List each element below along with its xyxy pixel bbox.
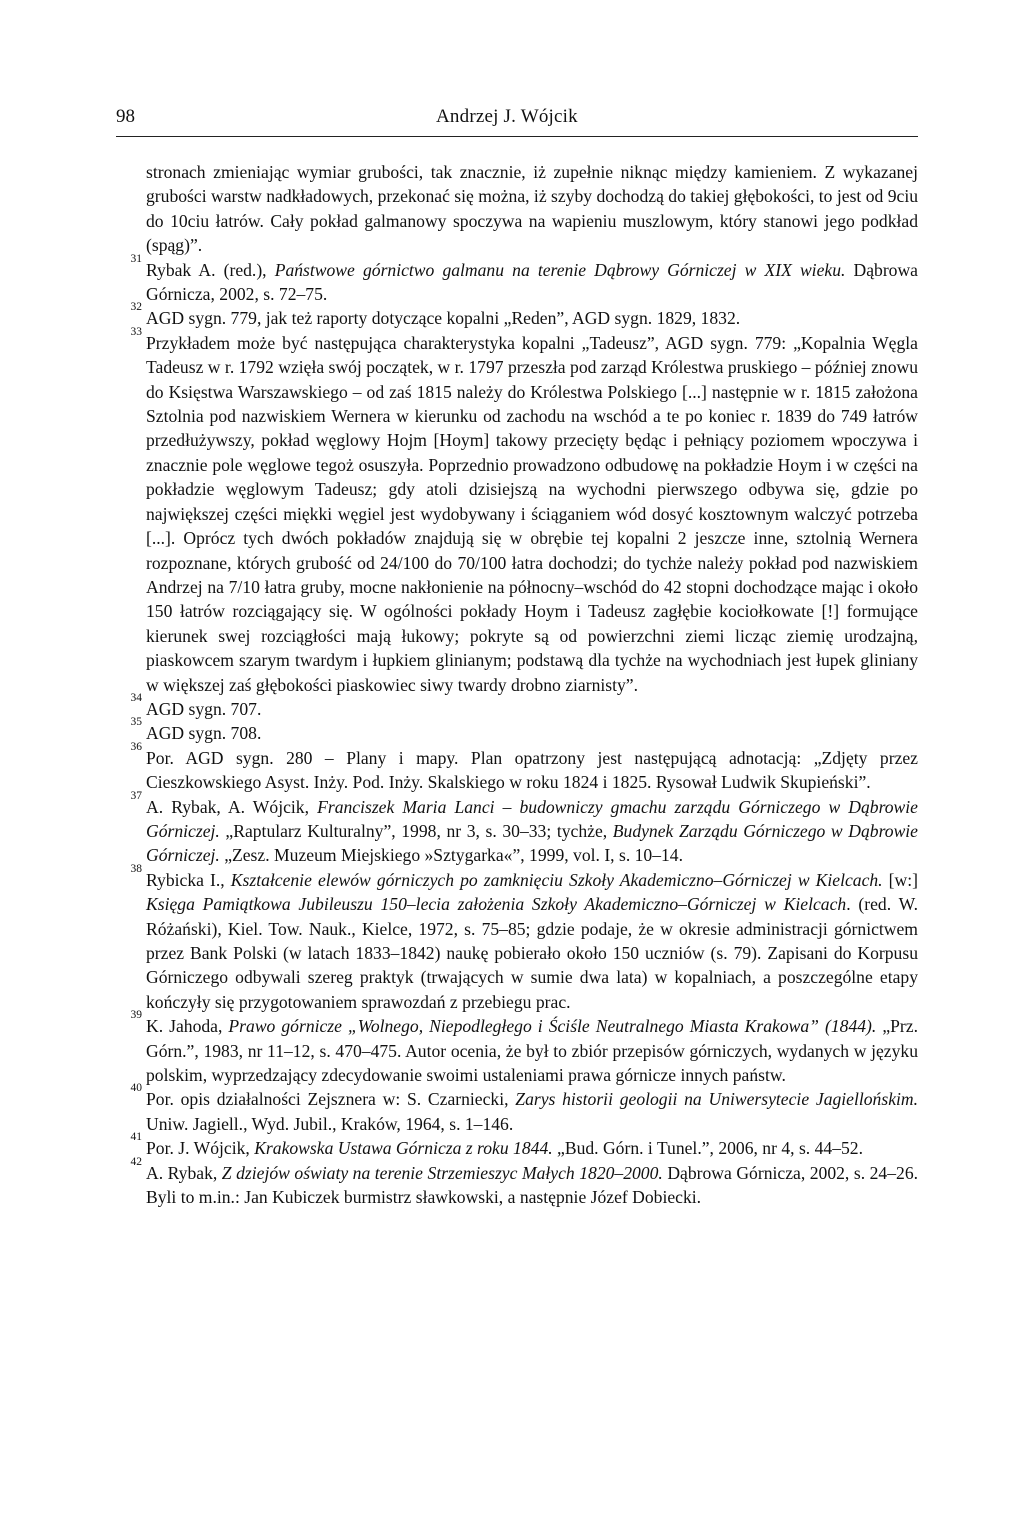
page-number: 98 [116, 106, 135, 127]
footnote-38 [130, 862, 918, 1014]
footnote-text-run: AGD sygn. 779, jak też raporty dotyczące kopalni „Reden”, AGD sygn. 1829, 1832. [146, 308, 741, 329]
footnote-text [146, 868, 918, 1014]
footnote-text-run: Dąbrowa Górnicza, 2002, s. 72–75. [146, 259, 918, 305]
footnote-text [146, 1161, 918, 1210]
footnote-33 [130, 325, 918, 697]
footnote-34 [130, 691, 918, 721]
footnote-number: 39 [130, 1009, 142, 1022]
footnote-title-italic: Zarys historii geologii na Uniwersytecie Jagiellońskim. [515, 1089, 918, 1110]
footnote-number: 37 [130, 789, 142, 802]
footnote-list [130, 252, 919, 1210]
footnote-text-run: AGD sygn. 708. [146, 723, 262, 744]
footnote-text-run: Rybicka I., [146, 869, 231, 890]
footnote-text-run: AGD sygn. 707. [146, 698, 262, 719]
footnote-title-italic: Budynek Zarządu Górniczego w Dąbrowie Górniczej. [146, 820, 918, 866]
footnote-text-run: „Prz. Górn.”, 1983, nr 11–12, s. 470–475. Autor ocenia, że był to zbiór przepisów górniczych, wydanych w języku polskim, wyprzedzający zdecydowanie swoimi ustaleniami prawa górnicze innych państw. [146, 1016, 918, 1086]
footnote-text-run: [w:] [882, 869, 918, 890]
footnote-number: 31 [130, 252, 142, 265]
footnote-number: 34 [130, 691, 142, 704]
footnote-title-italic: Kształcenie elewów górniczych po zamknięciu Szkoły Akademiczno–Górniczej w Kielcach. [230, 869, 883, 890]
footnote-text [146, 306, 918, 330]
footnote-text-run: Dąbrowa Górnicza, 2002, s. 24–26. Byli to m.in.: Jan Kubiczek burmistrz sławkowski, a następnie Józef Dobiecki. [146, 1162, 919, 1208]
footnote-text [146, 746, 918, 795]
footnote-text [146, 1136, 918, 1160]
footnote-40 [130, 1082, 918, 1136]
footnote-title-italic: Krakowska Ustawa Górnicza z roku 1844. [254, 1138, 553, 1159]
footnote-text [146, 331, 918, 697]
footnote-text [146, 1014, 918, 1087]
footnote-title-italic: Księga Pamiątkowa Jubileuszu 150–lecia założenia Szkoły Akademiczno–Górniczej w Kielcach [146, 894, 847, 915]
footnote-title-italic: Franciszek Maria Lanci – budowniczy gmachu zarządu Górniczego w Dąbrowie Górniczej. [146, 796, 918, 841]
footnote-text-run: „Raptularz Kulturalny”, 1998, nr 3, s. 30–33; tychże, [219, 820, 613, 841]
footnote-continuation: stronach zmieniając wymiar grubości, tak znacznie, iż zupełnie niknąc między kamieniem. Z wykazanej grubości warstw nadkładowych, przekonać się można, iż szyby dochodzą do takiej głębokości, to jest od 9ciu do 10ciu łatrów. Cały pokład galmanowy spoczywa na wapieniu muszlowym, który stanowi jego podkład (spąg)”. [146, 162, 918, 256]
footnote-text [146, 258, 918, 307]
footnote-text [146, 697, 918, 721]
footnote-number: 33 [130, 325, 142, 338]
footnote-number: 41 [130, 1131, 142, 1144]
footnote-title-italic: Z dziejów oświaty na terenie Strzemieszyc Małych 1820–2000. [221, 1162, 663, 1183]
footnote-text-run: „Bud. Górn. i Tunel.”, 2006, nr 4, s. 44–52. [552, 1138, 863, 1159]
footnote-text-run: Rybak A. (red.), [146, 259, 275, 280]
footnote-42 [130, 1155, 919, 1210]
footnote-text [146, 795, 918, 868]
footnote-text-run: K. Jahoda, [146, 1016, 229, 1037]
running-head-author: Andrzej J. Wójcik [436, 106, 578, 127]
footnote-text-run: „Zesz. Muzeum Miejskiego »Sztygarka«”, 1999, vol. I, s. 10–14. [219, 845, 684, 866]
footnote-text [146, 721, 918, 745]
footnote-35 [130, 716, 918, 745]
footnote-text-run: Por. J. Wójcik, [146, 1138, 255, 1159]
footnote-number: 40 [130, 1082, 142, 1095]
footnote-number: 42 [130, 1155, 142, 1168]
footnote-number: 36 [130, 740, 142, 753]
footnote-36 [130, 740, 918, 795]
footnote-text-run: Por. AGD sygn. 280 – Plany i mapy. Plan opatrzony jest następującą adnotacją: „Zdjęty przez Cieszkowskiego Asyst. Inży. Pod. Inży. Skalskiego w roku 1824 i 1825. Rysował Ludwik Skupieński”. [146, 747, 918, 793]
footnote-number: 35 [130, 716, 142, 729]
footnote-text [146, 1087, 918, 1136]
running-header [116, 106, 918, 137]
footnote-text-run: . (red. W. Różański), Kiel. Tow. Nauk., Kielce, 1972, s. 75–85; gdzie podaje, że w okresie administracji górnictwem przez Bank Polski (w latach 1833–1842) naukę pobierało około 150 uczniów (s. 79). Zapisani do Korpusu Górniczego odbywali szereg praktyk (trwających w sumie dwa lata) w kopalniach, a poszczególne etapy kończyły się przygotowaniem sprawozdań z przebiegu prac. [146, 894, 918, 1012]
footnote-31 [130, 252, 918, 307]
footnote-number: 38 [130, 862, 142, 875]
footnote-39 [130, 1009, 918, 1087]
footnote-text-run: A. Rybak, [146, 1162, 222, 1183]
footnote-title-italic: Państwowe górnictwo galmanu na terenie Dąbrowy Górniczej w XIX wieku. [274, 259, 846, 280]
footnote-area [130, 160, 919, 1209]
footnote-41 [130, 1131, 918, 1160]
footnote-text-run: Por. opis działalności Zejsznera w: S. Czarniecki, [146, 1089, 516, 1110]
footnote-text-run: A. Rybak, A. Wójcik, [146, 796, 318, 817]
footnote-text-run: Przykładem może być następująca charakterystyka kopalni „Tadeusz”, AGD sygn. 779: „Kopalnia Węgla Tadeusz w r. 1792 wzięła swój początek, w r. 1797 przeszła pod zarząd Królestwa pruskiego – później znowu do Księstwa Warszawskiego – od zaś 1815 należy do Królestwa Polskiego [...] następnie w r. 1815 założona Sztolnia pod nazwiskiem Wernera w kierunku od zachodu na wschód a te po koniec r. 1839 do 749 łatrów przedłużywszy, pokład węglowy Hojm [Hoym] takowy przecięty będąc i pełniący poziomem wpoczywa i znacznie pole węglowe tegoż osuszyła. Poprzednio prowadzono odbudowę na pokładzie Hoym i w części na pokładzie węglowym Tadeusz; gdy atoli dzisiejszą na wychodni pierwszego odbywa się, gdzie po największej części miękki węgiel jest wydobywany i ściąganiem wód dosyć kosztownym walczyć potrzeba [...]. Oprócz tych dwóch pokładów znajdują się w obrębie tej kopalni 2 jeszcze inne, sztolnią Wernera rozpoznane, których grubość od 24/100 do 70/100 łatra dochodzi; do tychże należy pokład pod nazwiskiem Andrzej na 7/10 łatra gruby, mocne nakłonienie na północny–wschód do 42 stopni dochodzące mając i około 150 łatrów rozciągający się. W ogólności pokłady Hoym i Tadeusz zagłębie kociołkowate [!] formujące kierunek swej rozciągłości mają łukowy; pokryte są od powierzchni ziemi licząc ziemię urodzajną, piaskowcem szarym twardym i łupkiem glinianym; podstawą dla tychże na wychodniach jest łupek gliniany w większej zaś głębokości piaskowiec siwy twardy drobno ziarnisty”. [146, 332, 918, 695]
footnote-text-run: Uniw. Jagiell., Wyd. Jubil., Kraków, 1964, s. 1–146. [146, 1113, 514, 1134]
footnote-title-italic: Prawo górnicze „Wolnego, Niepodległego i Ściśle Neutralnego Miasta Krakowa” (1844). [228, 1016, 877, 1037]
footnote-37 [130, 789, 918, 868]
footnote-32 [130, 301, 918, 330]
footnote-number: 32 [130, 301, 142, 314]
